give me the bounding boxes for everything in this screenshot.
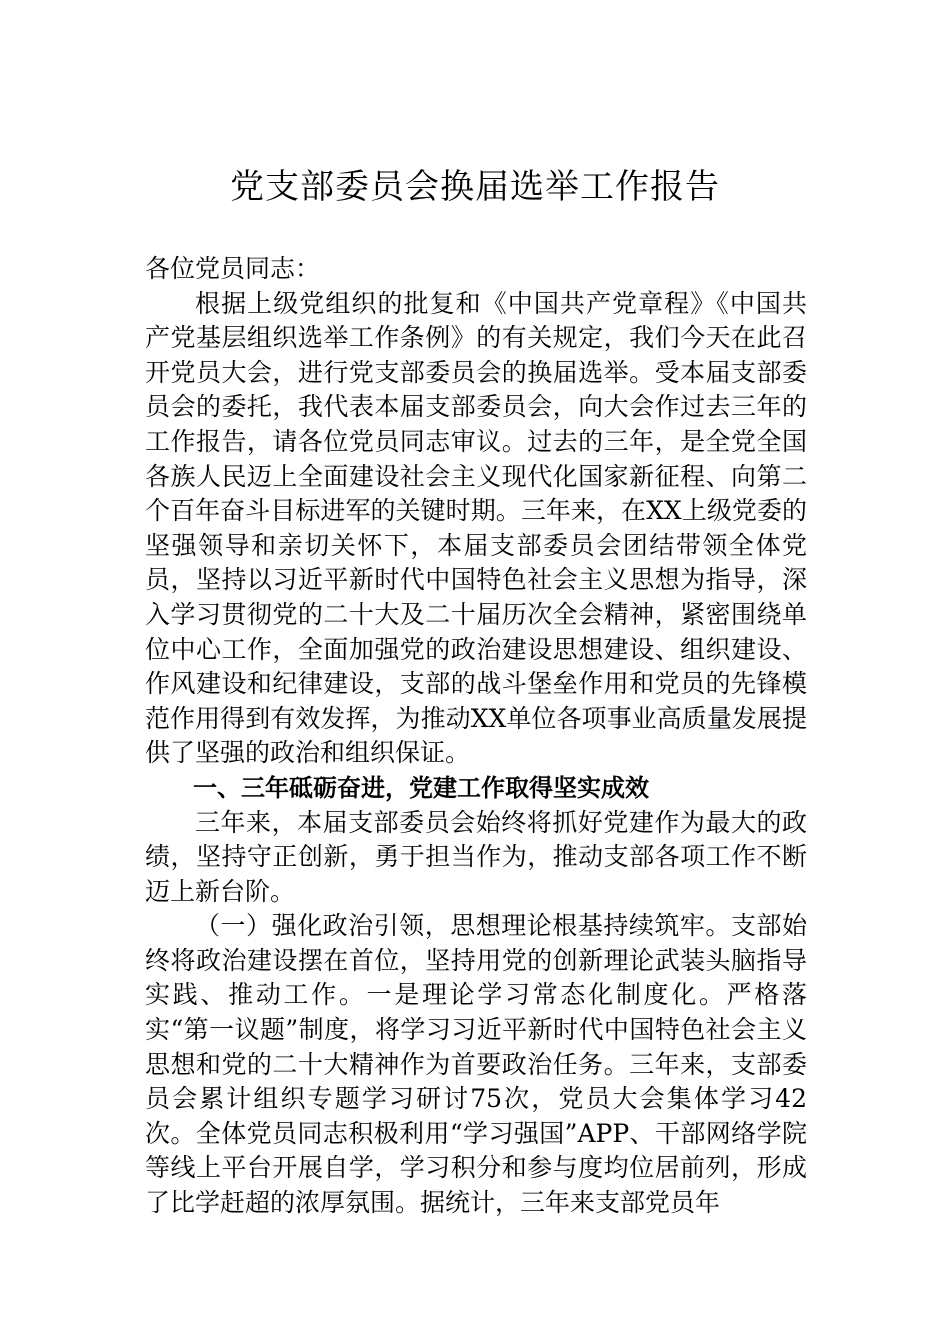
paragraph-subsection-1: （一）强化政治引领，思想理论根基持续筑牢。支部始终将政治建设摆在首位，坚持用党的创新理论武装头脑指导实践、推动工作。一是理论学习常态化制度化。严格落实“第一议题”制度，将学习习近平新时代中国特色社会主义思想和党的二十大精神作为首要政治任务。三年来，支部委员会累计组织专题学习研讨75次，党员大会集体学习42次。全体党员同志积极利用“学习强国”APP、干部网络学院等线上平台开展自学，学习积分和参与度均位居前列，形成了比学赶超的浓厚氛围。据统计，三年来支部党员年 [145,911,807,1218]
section-heading-1: 一、三年砥砺奋进，党建工作取得坚实成效 [193,773,649,802]
salutation: 各位党员同志： [145,254,321,283]
document-title: 党支部委员会换届选举工作报告 [230,167,720,207]
paragraph-section-1-intro: 三年来，本届支部委员会始终将抓好党建作为最大的政绩，坚持守正创新，勇于担当作为，推动支部各项工作不断迈上新台阶。 [145,807,807,906]
paragraph-intro: 根据上级党组织的批复和《中国共产党章程》《中国共产党基层组织选举工作条例》的有关规定，我们今天在此召开党员大会，进行党支部委员会的换届选举。受本届支部委员会的委托，我代表本届支部委员会，向大会作过去三年的工作报告，请各位党员同志审议。过去的三年，是全党全国各族人民迈上全面建设社会主义现代化国家新征程、向第二个百年奋斗目标进军的关键时期。三年来，在XX上级党委的坚强领导和亲切关怀下，本届支部委员会团结带领全体党员，坚持以习近平新时代中国特色社会主义思想为指导，深入学习贯彻党的二十大及二十届历次全会精神，紧密围绕单位中心工作，全面加强党的政治建设思想建设、组织建设、作风建设和纪律建设，支部的战斗堡垒作用和党员的先锋模范作用得到有效发挥，为推动XX单位各项事业高质量发展提供了坚强的政治和组织保证。 [145,288,807,768]
document-body [145,252,807,1221]
